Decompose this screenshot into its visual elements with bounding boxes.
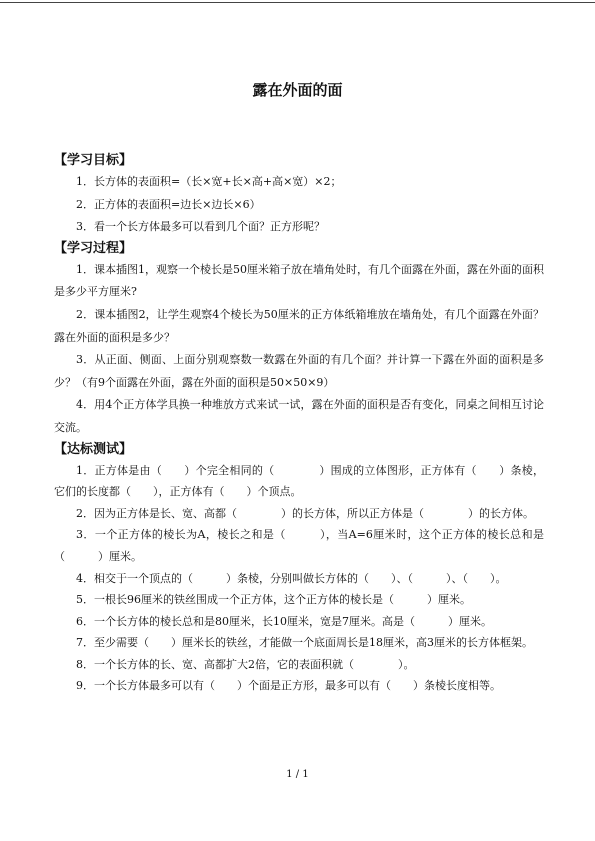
objective-item: 2．正方体的表面积=边长×边长×6） <box>76 197 261 211</box>
process-item: 1．课本插图1，观察一个棱长是50厘米箱子放在墙角处时，有几个面露在外面，露在外面的面积是多少平方厘米? <box>54 262 544 299</box>
section-heading-test: 【达标测试】 <box>54 441 133 457</box>
test-question: 7．至少需要（ ）厘米长的铁丝，才能做一个底面周长是18厘米，高3厘米的长方体框架。 <box>76 636 533 650</box>
test-question: 3．一个正方体的棱长为A，棱长之和是（ ），当A=6厘米时，这个正方体的棱长总和是（ ）厘米。 <box>54 528 544 563</box>
process-item: 4．用4个正方体学具换一种堆放方式来试一试，露在外面的面积是否有变化，同桌之间相互讨论交流。 <box>54 398 544 434</box>
page-top-border <box>0 2 595 3</box>
section-heading-process: 【学习过程】 <box>54 240 133 256</box>
page-title: 露在外面的面 <box>252 81 343 99</box>
objective-item: 3．看一个长方体最多可以看到几个面？正方形呢？ <box>76 220 325 234</box>
test-question: 1．正方体是由（ ）个完全相同的（ ）围成的立体图形，正方体有（ ）条棱，它们的长度都（ ），正方体有（ ）个顶点。 <box>54 463 544 499</box>
section-heading-objectives: 【学习目标】 <box>54 153 133 168</box>
test-question: 8．一个长方体的长、宽、高都扩大2倍，它的表面积就（ ）。 <box>76 657 415 671</box>
test-question: 5．一根长96厘米的铁丝围成一个正方体，这个正方体的棱长是（ ）厘米。 <box>76 593 471 607</box>
page-number: 1 / 1 <box>286 769 309 780</box>
test-question: 6．一个长方体的棱长总和是80厘米，长10厘米，宽是7厘米。高是（ ）厘米。 <box>76 614 492 628</box>
objective-item: 1．长方体的表面积=（长×宽+长×高+高×宽）×2； <box>76 175 342 188</box>
process-item: 3．从正面、侧面、上面分别观察数一数露在外面的有几个面？并计算一下露在外面的面积是多少？（有9个面露在外面，露在外面的面积是50×50×9） <box>54 353 544 389</box>
test-question: 4．相交于一个顶点的（ ）条棱，分别叫做长方体的（ ）、（ ）、（ ）。 <box>76 571 507 585</box>
document-body <box>54 151 544 697</box>
test-question: 9．一个长方体最多可以有（ ）个面是正方形，最多可以有（ ）条棱长度相等。 <box>76 679 501 693</box>
process-item: 2．课本插图2，让学生观察4个棱长为50厘米的正方体纸箱堆放在墙角处，有几个面露在外面？露在外面的面积是多少？ <box>54 307 544 344</box>
test-question: 2．因为正方体是长、宽、高都（ ）的长方体，所以正方体是（ ）的长方体。 <box>76 506 534 520</box>
